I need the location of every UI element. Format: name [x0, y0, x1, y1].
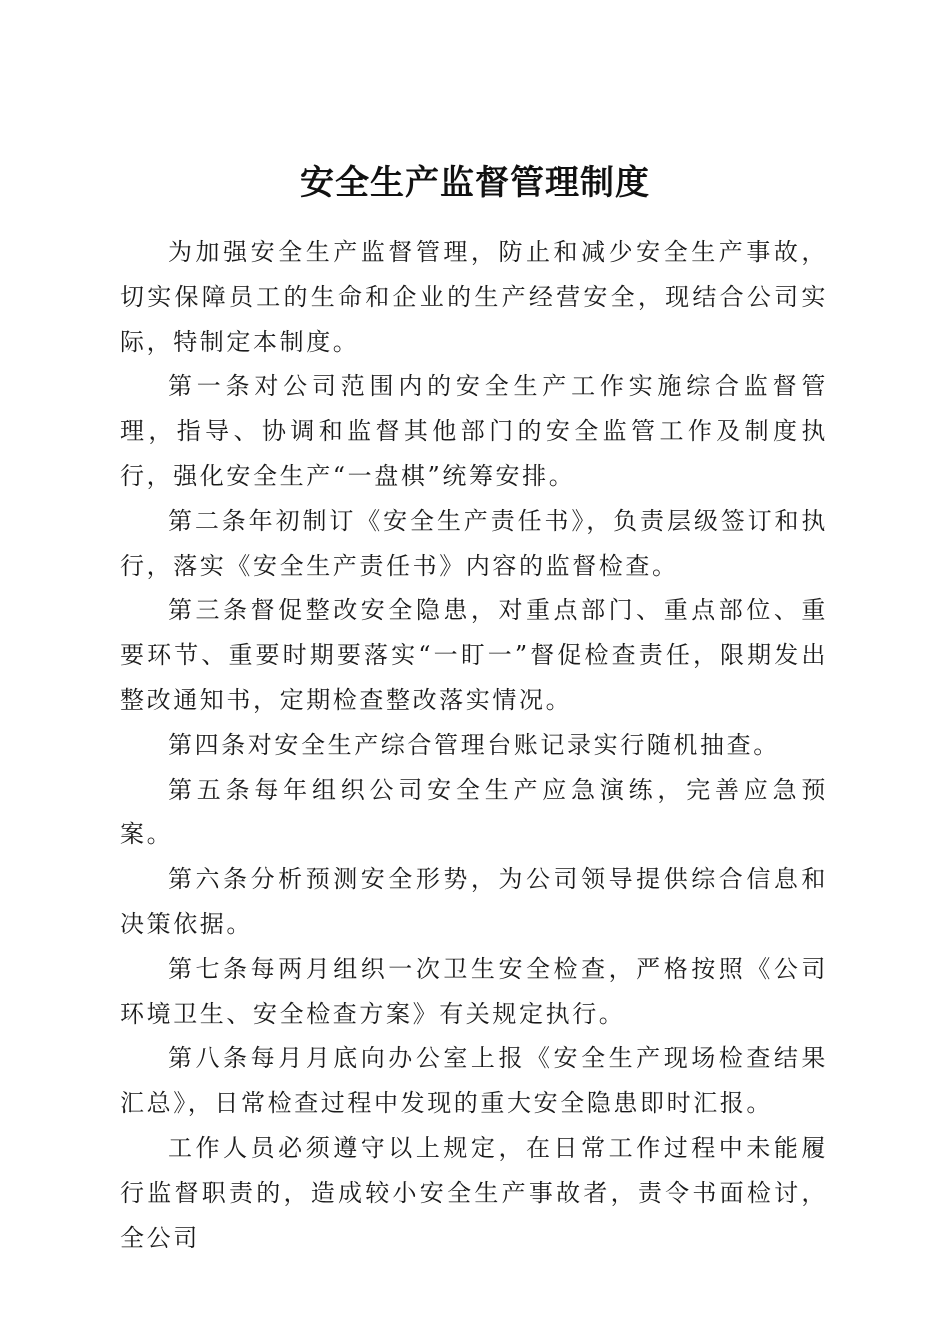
article-1-paragraph: 第一条对公司范围内的安全生产工作实施综合监督管理，指导、协调和监督其他部门的安全监管工作及制度执行，强化安全生产“一盘棋”统筹安排。	[120, 372, 828, 490]
document-body	[120, 230, 828, 1260]
article-7-paragraph: 第七条每两月组织一次卫生安全检查，严格按照《公司环境卫生、安全检查方案》有关规定执行。	[120, 954, 828, 1028]
article-4-paragraph: 第四条对安全生产综合管理台账记录实行随机抽查。	[168, 730, 780, 759]
document-title: 安全生产监督管理制度	[300, 162, 650, 203]
article-6-paragraph: 第六条分析预测安全形势，为公司领导提供综合信息和决策依据。	[120, 865, 828, 938]
article-2-paragraph: 第二条年初制订《安全生产责任书》，负责层级签订和执行，落实《安全生产责任书》内容的监督检查。	[120, 506, 828, 580]
article-5-paragraph: 第五条每年组织公司安全生产应急演练，完善应急预案。	[120, 775, 828, 849]
article-8-paragraph: 第八条每月月底向办公室上报《安全生产现场检查结果汇总》，日常检查过程中发现的重大安全隐患即时汇报。	[120, 1044, 828, 1118]
intro-paragraph: 为加强安全生产监督管理，防止和减少安全生产事故，切实保障员工的生命和企业的生产经营安全，现结合公司实际，特制定本制度。	[120, 238, 828, 356]
article-3-paragraph: 第三条督促整改安全隐患，对重点部门、重点部位、重要环节、重要时期要落实“一盯一”督促检查责任，限期发出整改通知书，定期检查整改落实情况。	[120, 596, 828, 714]
closing-paragraph: 工作人员必须遵守以上规定，在日常工作过程中未能履行监督职责的，造成较小安全生产事故者，责令书面检讨，全公司	[120, 1133, 828, 1252]
